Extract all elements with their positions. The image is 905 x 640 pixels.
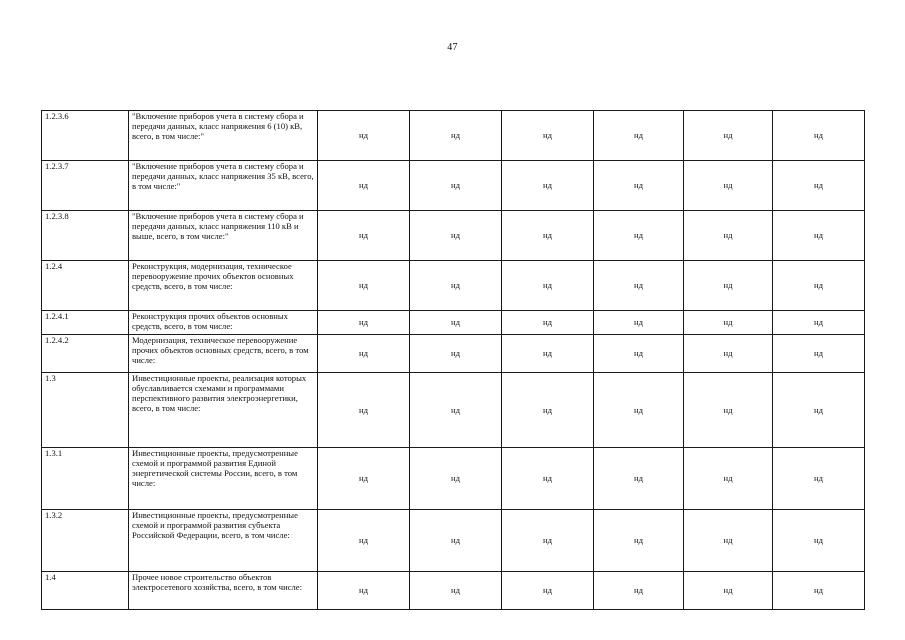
value-cell: нд <box>773 335 865 373</box>
row-name: Реконструкция, модернизация, техническое перевооружение прочих объектов основных средств, всего, в том числе: <box>129 261 318 311</box>
value-cell: нд <box>773 161 865 211</box>
value-cell: нд <box>684 111 773 161</box>
value-cell: нд <box>318 311 410 335</box>
value-cell: нд <box>773 572 865 610</box>
value-cell: нд <box>502 572 594 610</box>
value-cell: нд <box>410 161 502 211</box>
value-cell: нд <box>594 510 684 572</box>
value-cell: нд <box>684 335 773 373</box>
row-name: Инвестиционные проекты, реализация которых обуславливается схемами и программами перспективного развития электроэнергетики, всего, в том числе: <box>129 373 318 448</box>
value-cell: нд <box>318 510 410 572</box>
value-cell: нд <box>410 111 502 161</box>
value-cell: нд <box>502 510 594 572</box>
value-cell: нд <box>594 211 684 261</box>
value-cell: нд <box>594 311 684 335</box>
value-cell: нд <box>684 448 773 510</box>
value-cell: нд <box>502 111 594 161</box>
table-row <box>42 373 865 448</box>
value-cell: нд <box>502 448 594 510</box>
value-cell: нд <box>410 335 502 373</box>
row-name: "Включение приборов учета в систему сбора и передачи данных, класс напряжения 110 кВ и выше, всего, в том числе:" <box>129 211 318 261</box>
value-cell: нд <box>502 161 594 211</box>
row-code: 1.2.4.2 <box>42 335 129 373</box>
value-cell: нд <box>318 373 410 448</box>
value-cell: нд <box>684 311 773 335</box>
value-cell: нд <box>410 448 502 510</box>
value-cell: нд <box>318 448 410 510</box>
row-name: Инвестиционные проекты, предусмотренные схемой и программой развития субъекта Российской Федерации, всего, в том числе: <box>129 510 318 572</box>
table-row <box>42 448 865 510</box>
value-cell: нд <box>773 211 865 261</box>
row-name: Прочее новое строительство объектов электросетевого хозяйства, всего, в том числе: <box>129 572 318 610</box>
value-cell: нд <box>410 572 502 610</box>
value-cell: нд <box>410 211 502 261</box>
value-cell: нд <box>594 161 684 211</box>
row-name: "Включение приборов учета в систему сбора и передачи данных, класс напряжения 35 кВ, всего, в том числе:" <box>129 161 318 211</box>
value-cell: нд <box>773 448 865 510</box>
value-cell: нд <box>502 373 594 448</box>
value-cell: нд <box>318 335 410 373</box>
table-row <box>42 261 865 311</box>
value-cell: нд <box>502 211 594 261</box>
value-cell: нд <box>410 510 502 572</box>
value-cell: нд <box>318 111 410 161</box>
value-cell: нд <box>594 335 684 373</box>
value-cell: нд <box>684 211 773 261</box>
page-number: 47 <box>447 42 458 53</box>
value-cell: нд <box>773 510 865 572</box>
table-row <box>42 161 865 211</box>
value-cell: нд <box>773 373 865 448</box>
value-cell: нд <box>594 448 684 510</box>
row-name: Реконструкция прочих объектов основных средств, всего, в том числе: <box>129 311 318 335</box>
value-cell: нд <box>410 311 502 335</box>
value-cell: нд <box>318 572 410 610</box>
row-code: 1.2.3.8 <box>42 211 129 261</box>
row-code: 1.2.4.1 <box>42 311 129 335</box>
row-name: "Включение приборов учета в систему сбора и передачи данных, класс напряжения 6 (10) кВ, всего, в том числе:" <box>129 111 318 161</box>
value-cell: нд <box>594 572 684 610</box>
value-cell: нд <box>773 111 865 161</box>
value-cell: нд <box>684 161 773 211</box>
value-cell: нд <box>773 311 865 335</box>
table-row <box>42 510 865 572</box>
row-name: Инвестиционные проекты, предусмотренные схемой и программой развития Единой энергетической системы России, всего, в том числе: <box>129 448 318 510</box>
value-cell: нд <box>594 373 684 448</box>
table-row <box>42 335 865 373</box>
value-cell: нд <box>594 261 684 311</box>
value-cell: нд <box>684 373 773 448</box>
value-cell: нд <box>684 572 773 610</box>
row-code: 1.3.2 <box>42 510 129 572</box>
value-cell: нд <box>502 335 594 373</box>
table-row <box>42 111 865 161</box>
row-code: 1.2.4 <box>42 261 129 311</box>
row-code: 1.3 <box>42 373 129 448</box>
row-code: 1.3.1 <box>42 448 129 510</box>
row-code: 1.4 <box>42 572 129 610</box>
investment-table <box>41 110 865 610</box>
value-cell: нд <box>318 161 410 211</box>
value-cell: нд <box>684 261 773 311</box>
value-cell: нд <box>502 261 594 311</box>
value-cell: нд <box>684 510 773 572</box>
row-code: 1.2.3.6 <box>42 111 129 161</box>
value-cell: нд <box>502 311 594 335</box>
value-cell: нд <box>773 261 865 311</box>
row-name: Модернизация, техническое перевооружение прочих объектов основных средств, всего, в том числе: <box>129 335 318 373</box>
table-row <box>42 572 865 610</box>
value-cell: нд <box>410 261 502 311</box>
value-cell: нд <box>318 211 410 261</box>
row-code: 1.2.3.7 <box>42 161 129 211</box>
table-row <box>42 211 865 261</box>
value-cell: нд <box>410 373 502 448</box>
value-cell: нд <box>318 261 410 311</box>
value-cell: нд <box>594 111 684 161</box>
table-row <box>42 311 865 335</box>
